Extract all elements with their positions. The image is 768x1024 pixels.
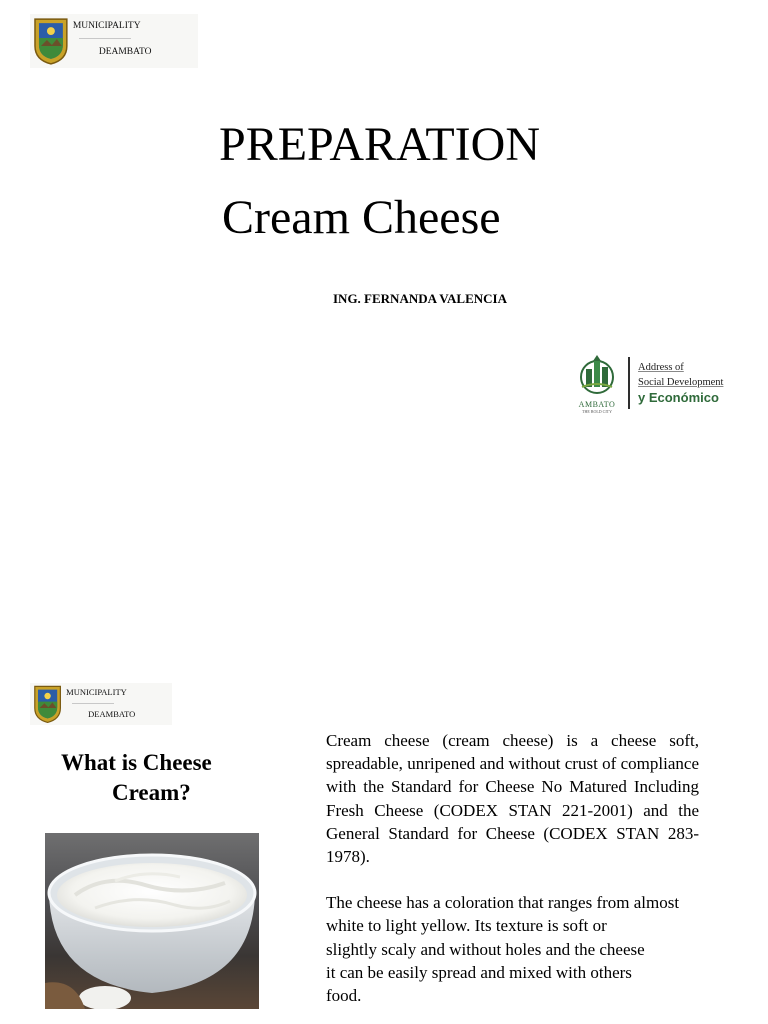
municipality-shield-icon [32,684,63,724]
ambato-tagline: THE BOLD CITY [582,408,612,414]
logo-divider [628,357,630,409]
section-heading-line2: Cream? [112,780,191,805]
slide-title: PREPARATION [219,118,540,171]
paragraph-line: The cheese has a coloration that ranges from almost [326,893,680,913]
dept-line2: Social Development [638,377,724,388]
description-text [326,729,699,1007]
municipality-name-line1: MUNICIPALITY [72,20,141,31]
slide-subtitle: Cream Cheese [222,191,501,244]
dept-line1: Address of [638,362,684,373]
municipality-logo-small [30,683,172,725]
author-name: ING. FERNANDA VALENCIA [333,291,507,306]
ambato-city-label: AMBATO [578,399,616,409]
paragraph-definition: Cream cheese (cream cheese) is a cheese soft, spreadable, unripened and without crust of compliance with the Standard for Cheese No Matured Including Fresh Cheese (CODEX STAN 221-2001) and the General Standard for Cheese (CODEX STAN 283-1978). [326,731,699,867]
ambato-city-emblem-icon [574,353,620,395]
cream-cheese-photo [45,833,259,1009]
ambato-department-logo [574,352,754,414]
bowl-of-cream-cheese-icon [45,833,259,1009]
paragraph-line: it can be easily spread and mixed with others [326,962,632,982]
section-heading-line1: What is Cheese [61,750,212,775]
paragraph-line: slightly scaly and without holes and the cheese [326,939,645,959]
paragraph-line: food. [326,986,362,1006]
municipality-name-line1: MUNICIPALITY [66,686,127,697]
paragraph-line: white to light yellow. Its texture is soft or [326,916,607,936]
municipality-logo [30,14,198,68]
section-heading [61,748,212,808]
dept-line3: y Económico [638,390,719,405]
paragraph-characteristics [326,891,699,1007]
municipality-name-line2: DEAMBATO [98,46,152,57]
municipality-name-line2: DEAMBATO [88,708,136,719]
municipality-shield-icon [32,16,70,66]
